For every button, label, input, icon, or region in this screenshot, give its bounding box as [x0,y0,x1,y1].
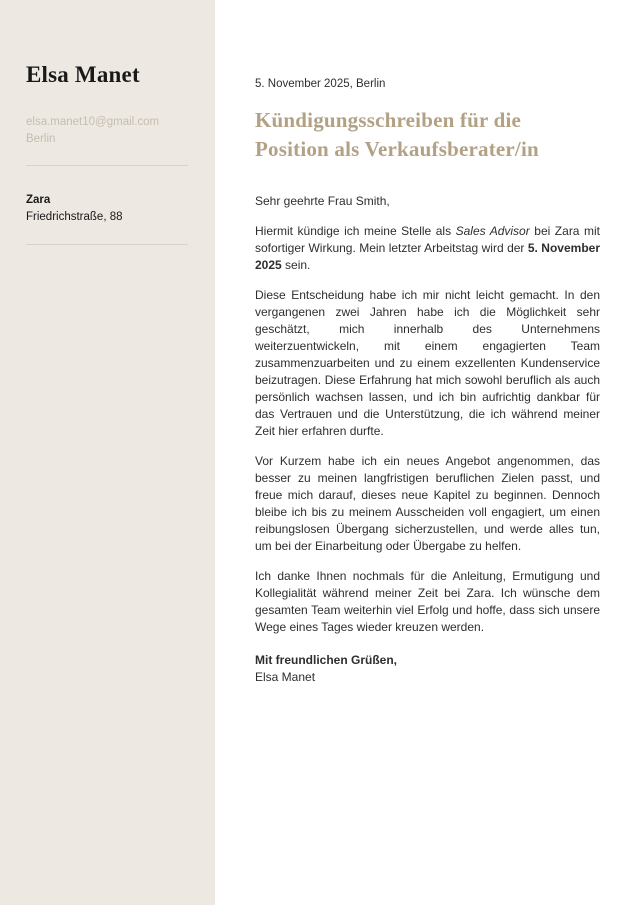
paragraph-1-mid: bei Zara mit sofortiger Wirkung. Mein letzter Arbeitstag wird der [255,224,601,255]
paragraph-1-italic: Sales Advisor [455,224,530,238]
paragraph-2: Diese Entscheidung habe ich mir nicht leicht gemacht. In den vergangenen zwei Jahren habe ich die Möglichkeit sehr geschätzt, mich innerhalb des Unternehmens weiterzuentwickeln, mit einem engagierten Team zusammenzuarbeiten und zu einem exzellenten Kundenservice beizutragen. Diese Erfahrung hat mich sowohl beruflich als auch persönlich wachsen lassen, und ich bin aufrichtig dankbar für das Vertrauen und die Unterstützung, die ich während meiner Zeit hier erfahren durfte. [255,288,600,438]
author-name: Elsa Manet [26,62,140,87]
sidebar-divider-bottom [26,244,188,245]
closing-line: Mit freundlichen Grüßen, [255,653,398,667]
closing-block [255,652,600,686]
author-city: Berlin [26,133,56,145]
paragraph-1-bold: 5. November 2025 [255,241,600,272]
paragraph-1-pre: Hiermit kündige ich meine Stelle als [255,224,456,238]
paragraph-3: Vor Kurzem habe ich ein neues Angebot angenommen, das besser zu meinen langfristigen beruflichen Zielen passt, und freue mich darauf, dieses neue Kapitel zu beginnen. Dennoch bleibe ich bis zu meinem Ausscheiden voll engagiert, um einen reibungslosen Übergang sicherzustellen, und werde alles tun, um bei der Einarbeitung oder Übergabe zu helfen. [255,454,600,553]
signature-name: Elsa Manet [255,670,316,684]
recipient-address: Friedrichstraße, 88 [26,211,123,223]
author-email: elsa.manet10@gmail.com [26,116,160,128]
contact-block [26,114,188,148]
letter-dateline: 5. November 2025, Berlin [255,78,386,90]
paragraph-1-post: sein. [281,258,311,272]
letter-body [215,0,640,905]
sidebar [0,0,215,905]
recipient-company: Zara [26,194,51,206]
letter-title: Kündigungsschreiben für die Position als Verkaufsberater/in [255,108,539,161]
paragraph-1 [255,223,600,274]
sidebar-divider-top [26,165,188,166]
salutation: Sehr geehrte Frau Smith, [255,194,390,208]
paragraph-4: Ich danke Ihnen nochmals für die Anleitung, Ermutigung und Kollegialität während meiner Zeit bei Zara. Ich wünsche dem gesamten Team weiterhin viel Erfolg und hoffe, dass sich unsere Wege eines Tages wieder kreuzen werden. [255,569,600,634]
recipient-block [26,192,188,226]
